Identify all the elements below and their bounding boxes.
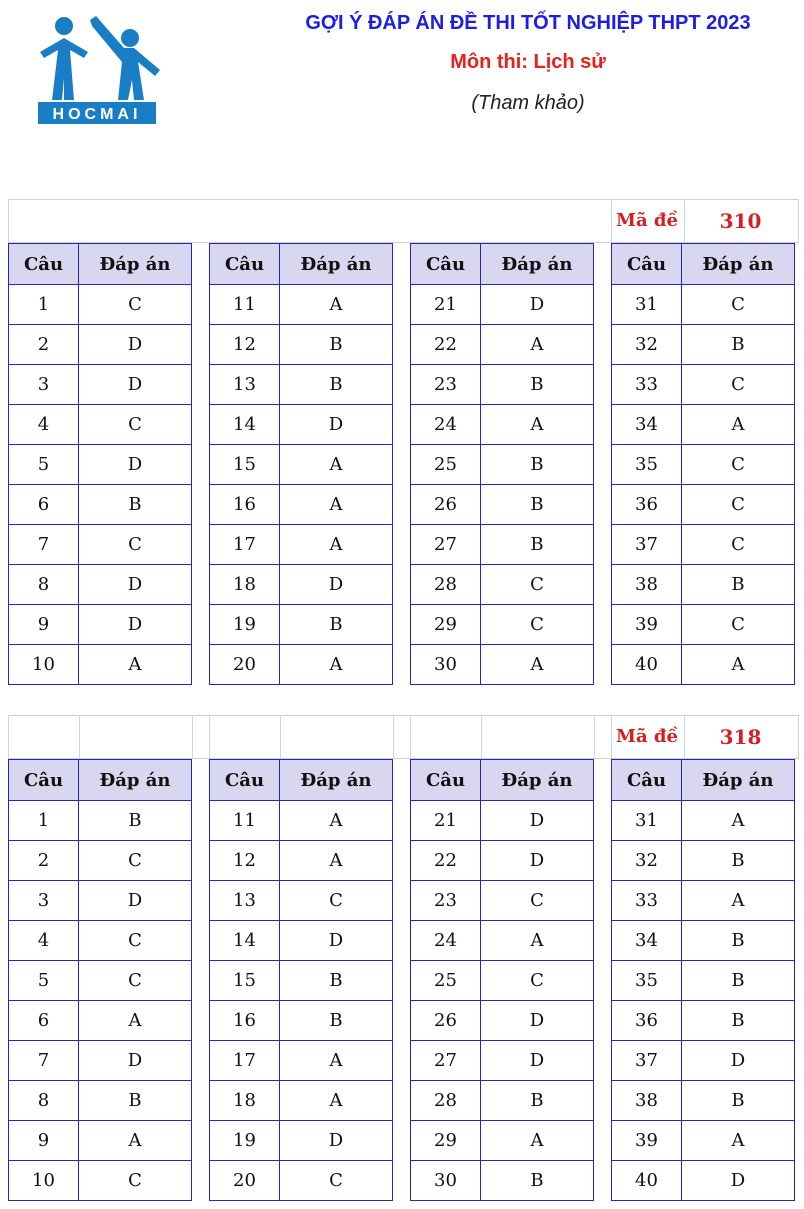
answer-column-header: Đáp án xyxy=(280,760,393,801)
question-number: 27 xyxy=(411,1041,481,1081)
question-number: 31 xyxy=(612,801,682,841)
table-row xyxy=(612,1121,795,1161)
question-column-header: Câu xyxy=(411,760,481,801)
question-number: 40 xyxy=(612,1161,682,1201)
table-row xyxy=(411,1121,594,1161)
table-row xyxy=(9,881,192,921)
question-number: 4 xyxy=(9,405,79,445)
test-code-value: 318 xyxy=(719,725,762,749)
question-number: 26 xyxy=(411,1001,481,1041)
answer-choice: B xyxy=(682,1081,795,1121)
table-row xyxy=(411,961,594,1001)
answer-column-header: Đáp án xyxy=(481,244,594,285)
answer-choice: B xyxy=(280,1001,393,1041)
question-number: 11 xyxy=(210,285,280,325)
answer-choice: B xyxy=(481,365,594,405)
question-number: 3 xyxy=(9,881,79,921)
answer-choice: A xyxy=(280,1081,393,1121)
table-row xyxy=(9,1121,192,1161)
answer-choice: D xyxy=(682,1161,795,1201)
table-row xyxy=(411,365,594,405)
answer-choice: D xyxy=(79,565,192,605)
answer-table xyxy=(611,759,795,1201)
table-row xyxy=(9,1001,192,1041)
table-row xyxy=(411,881,594,921)
table-row xyxy=(210,525,393,565)
subject-subtitle: Môn thi: Lịch sử xyxy=(450,51,606,73)
table-row xyxy=(612,1001,795,1041)
test-code-label: Mã đề xyxy=(616,210,678,231)
answer-choice: B xyxy=(79,485,192,525)
answer-choice: C xyxy=(79,961,192,1001)
answer-choice: B xyxy=(280,961,393,1001)
question-number: 8 xyxy=(9,1081,79,1121)
table-row xyxy=(612,285,795,325)
question-number: 37 xyxy=(612,525,682,565)
table-header-row xyxy=(9,760,192,801)
answer-choice: B xyxy=(682,565,795,605)
answer-choice: B xyxy=(280,365,393,405)
answer-choice: D xyxy=(79,325,192,365)
table-header-row xyxy=(612,244,795,285)
answer-choice: A xyxy=(682,801,795,841)
question-number: 17 xyxy=(210,1041,280,1081)
answer-column-header: Đáp án xyxy=(682,244,795,285)
answer-table xyxy=(209,759,393,1201)
table-row xyxy=(9,1041,192,1081)
table-row xyxy=(612,565,795,605)
question-number: 22 xyxy=(411,325,481,365)
table-row xyxy=(411,1161,594,1201)
table-row xyxy=(411,645,594,685)
table-row xyxy=(612,881,795,921)
answer-block-318 xyxy=(8,715,799,1203)
answer-choice: D xyxy=(79,605,192,645)
answer-choice: D xyxy=(481,1001,594,1041)
question-number: 16 xyxy=(210,485,280,525)
table-row xyxy=(411,525,594,565)
table-row xyxy=(411,405,594,445)
table-row xyxy=(9,525,192,565)
table-row xyxy=(9,605,192,645)
answer-choice: A xyxy=(682,405,795,445)
question-number: 23 xyxy=(411,365,481,405)
answer-choice: A xyxy=(280,285,393,325)
question-number: 12 xyxy=(210,325,280,365)
table-row xyxy=(411,285,594,325)
answer-choice: C xyxy=(682,445,795,485)
question-number: 31 xyxy=(612,285,682,325)
test-code-row xyxy=(8,199,799,243)
table-header-row xyxy=(210,760,393,801)
question-number: 36 xyxy=(612,1001,682,1041)
answer-column-header: Đáp án xyxy=(682,760,795,801)
question-number: 24 xyxy=(411,405,481,445)
table-row xyxy=(210,405,393,445)
question-number: 20 xyxy=(210,1161,280,1201)
question-number: 14 xyxy=(210,405,280,445)
answer-choice: D xyxy=(280,921,393,961)
question-number: 39 xyxy=(612,605,682,645)
answer-choice: B xyxy=(280,605,393,645)
answer-choice: A xyxy=(682,645,795,685)
table-row xyxy=(411,801,594,841)
question-number: 19 xyxy=(210,1121,280,1161)
answer-choice: C xyxy=(79,525,192,565)
table-header-row xyxy=(210,244,393,285)
table-row xyxy=(612,485,795,525)
table-row xyxy=(9,365,192,405)
answer-choice: B xyxy=(79,1081,192,1121)
answer-choice: A xyxy=(481,1121,594,1161)
question-number: 29 xyxy=(411,1121,481,1161)
table-row xyxy=(210,1041,393,1081)
table-row xyxy=(411,841,594,881)
question-number: 23 xyxy=(411,881,481,921)
test-code-value: 310 xyxy=(719,209,762,233)
answer-choice: D xyxy=(79,445,192,485)
table-row xyxy=(210,1001,393,1041)
question-number: 16 xyxy=(210,1001,280,1041)
table-row xyxy=(210,1081,393,1121)
table-row xyxy=(210,445,393,485)
table-row xyxy=(210,921,393,961)
table-row xyxy=(9,285,192,325)
table-row xyxy=(9,445,192,485)
table-row xyxy=(210,801,393,841)
table-row xyxy=(210,961,393,1001)
question-number: 33 xyxy=(612,365,682,405)
table-row xyxy=(612,841,795,881)
answer-choice: A xyxy=(682,1121,795,1161)
answer-choice: A xyxy=(79,1001,192,1041)
answer-choice: A xyxy=(481,325,594,365)
table-row xyxy=(612,1081,795,1121)
question-number: 15 xyxy=(210,961,280,1001)
table-row xyxy=(9,325,192,365)
answer-choice: C xyxy=(682,485,795,525)
question-number: 6 xyxy=(9,485,79,525)
table-row xyxy=(210,1161,393,1201)
table-row xyxy=(9,961,192,1001)
question-column-header: Câu xyxy=(9,760,79,801)
question-column-header: Câu xyxy=(612,244,682,285)
answer-choice: C xyxy=(682,605,795,645)
question-number: 1 xyxy=(9,801,79,841)
answer-table xyxy=(8,243,192,685)
answer-choice: A xyxy=(280,445,393,485)
table-row xyxy=(9,1161,192,1201)
test-code-row xyxy=(8,715,799,759)
question-number: 7 xyxy=(9,525,79,565)
answer-choice: B xyxy=(481,445,594,485)
question-number: 2 xyxy=(9,325,79,365)
table-row xyxy=(411,565,594,605)
answer-choice: D xyxy=(79,1041,192,1081)
answer-choice: C xyxy=(79,405,192,445)
table-row xyxy=(210,841,393,881)
question-number: 38 xyxy=(612,1081,682,1121)
answer-choice: C xyxy=(79,841,192,881)
answer-choice: A xyxy=(481,405,594,445)
question-number: 36 xyxy=(612,485,682,525)
question-number: 13 xyxy=(210,365,280,405)
table-row xyxy=(612,445,795,485)
question-number: 14 xyxy=(210,921,280,961)
table-row xyxy=(612,961,795,1001)
question-number: 21 xyxy=(411,801,481,841)
answer-grid xyxy=(8,759,799,1203)
table-row xyxy=(612,645,795,685)
answer-grid xyxy=(8,243,799,687)
table-row xyxy=(612,1041,795,1081)
table-row xyxy=(612,1161,795,1201)
answer-choice: B xyxy=(682,921,795,961)
table-row xyxy=(210,605,393,645)
hocmai-logo-graphic xyxy=(34,8,164,128)
question-number: 21 xyxy=(411,285,481,325)
question-number: 6 xyxy=(9,1001,79,1041)
question-number: 24 xyxy=(411,921,481,961)
table-row xyxy=(612,405,795,445)
answer-column-header: Đáp án xyxy=(280,244,393,285)
answer-table xyxy=(410,243,594,685)
table-row xyxy=(210,285,393,325)
table-row xyxy=(9,645,192,685)
table-row xyxy=(9,1081,192,1121)
question-number: 25 xyxy=(411,961,481,1001)
question-number: 34 xyxy=(612,921,682,961)
answer-choice: A xyxy=(280,801,393,841)
answer-choice: A xyxy=(481,645,594,685)
answer-choice: C xyxy=(79,285,192,325)
table-row xyxy=(612,365,795,405)
question-column-header: Câu xyxy=(9,244,79,285)
hocmai-logo xyxy=(34,8,164,128)
answer-table xyxy=(209,243,393,685)
question-number: 11 xyxy=(210,801,280,841)
table-row xyxy=(210,881,393,921)
answer-choice: A xyxy=(280,525,393,565)
test-code-label: Mã đề xyxy=(616,726,678,747)
question-number: 34 xyxy=(612,405,682,445)
answer-column-header: Đáp án xyxy=(481,760,594,801)
answer-choice: C xyxy=(481,961,594,1001)
table-row xyxy=(411,921,594,961)
question-number: 18 xyxy=(210,1081,280,1121)
table-row xyxy=(210,1121,393,1161)
answer-choice: B xyxy=(481,1161,594,1201)
answer-choice: B xyxy=(481,1081,594,1121)
question-column-header: Câu xyxy=(210,760,280,801)
answer-choice: B xyxy=(79,801,192,841)
answer-table xyxy=(611,243,795,685)
table-row xyxy=(210,365,393,405)
table-header-row xyxy=(612,760,795,801)
table-row xyxy=(210,565,393,605)
question-number: 38 xyxy=(612,565,682,605)
answer-choice: C xyxy=(280,1161,393,1201)
answer-choice: C xyxy=(682,285,795,325)
answer-choice: D xyxy=(481,801,594,841)
question-column-header: Câu xyxy=(210,244,280,285)
question-number: 5 xyxy=(9,961,79,1001)
table-row xyxy=(210,485,393,525)
answer-choice: B xyxy=(481,525,594,565)
answer-block-310 xyxy=(8,199,799,687)
answer-choice: D xyxy=(280,1121,393,1161)
reference-note: (Tham khảo) xyxy=(471,92,585,114)
question-column-header: Câu xyxy=(411,244,481,285)
table-header-row xyxy=(9,244,192,285)
question-number: 5 xyxy=(9,445,79,485)
answer-choice: A xyxy=(280,841,393,881)
table-row xyxy=(9,841,192,881)
answer-choice: A xyxy=(481,921,594,961)
answer-choice: C xyxy=(79,921,192,961)
question-number: 20 xyxy=(210,645,280,685)
question-number: 13 xyxy=(210,881,280,921)
answer-choice: D xyxy=(682,1041,795,1081)
question-number: 12 xyxy=(210,841,280,881)
answer-column-header: Đáp án xyxy=(79,244,192,285)
question-number: 25 xyxy=(411,445,481,485)
table-row xyxy=(9,801,192,841)
table-row xyxy=(612,325,795,365)
answer-choice: B xyxy=(682,961,795,1001)
answer-choice: A xyxy=(79,645,192,685)
table-row xyxy=(411,1041,594,1081)
answer-choice: B xyxy=(682,325,795,365)
table-row xyxy=(612,921,795,961)
table-row xyxy=(210,645,393,685)
question-number: 15 xyxy=(210,445,280,485)
table-header-row xyxy=(411,244,594,285)
answer-choice: A xyxy=(682,881,795,921)
question-number: 4 xyxy=(9,921,79,961)
question-number: 28 xyxy=(411,565,481,605)
answer-choice: A xyxy=(280,645,393,685)
table-header-row xyxy=(411,760,594,801)
answer-choice: B xyxy=(280,325,393,365)
question-number: 30 xyxy=(411,1161,481,1201)
table-row xyxy=(411,1081,594,1121)
answer-choice: D xyxy=(481,285,594,325)
table-row xyxy=(411,605,594,645)
answer-column-header: Đáp án xyxy=(79,760,192,801)
question-number: 10 xyxy=(9,645,79,685)
answer-choice: D xyxy=(481,1041,594,1081)
question-number: 8 xyxy=(9,565,79,605)
answer-choice: A xyxy=(280,485,393,525)
question-number: 9 xyxy=(9,1121,79,1161)
answer-choice: C xyxy=(481,881,594,921)
answer-choice: C xyxy=(481,565,594,605)
answer-choice: A xyxy=(280,1041,393,1081)
question-number: 28 xyxy=(411,1081,481,1121)
question-number: 22 xyxy=(411,841,481,881)
question-number: 9 xyxy=(9,605,79,645)
table-row xyxy=(411,445,594,485)
question-number: 30 xyxy=(411,645,481,685)
question-number: 7 xyxy=(9,1041,79,1081)
table-row xyxy=(9,485,192,525)
table-row xyxy=(9,405,192,445)
answer-choice: D xyxy=(79,365,192,405)
question-number: 18 xyxy=(210,565,280,605)
logo-wordmark: HOCMAI xyxy=(52,106,142,123)
question-number: 1 xyxy=(9,285,79,325)
answer-choice: B xyxy=(682,1001,795,1041)
table-row xyxy=(612,605,795,645)
document-title: GỢI Ý ĐÁP ÁN ĐỀ THI TỐT NGHIỆP THPT 2023 xyxy=(305,12,751,34)
answer-choice: D xyxy=(481,841,594,881)
question-number: 37 xyxy=(612,1041,682,1081)
table-row xyxy=(612,525,795,565)
question-number: 32 xyxy=(612,325,682,365)
table-row xyxy=(9,921,192,961)
question-number: 29 xyxy=(411,605,481,645)
question-number: 2 xyxy=(9,841,79,881)
question-number: 39 xyxy=(612,1121,682,1161)
table-row xyxy=(612,801,795,841)
answer-choice: C xyxy=(280,881,393,921)
answer-table xyxy=(410,759,594,1201)
table-row xyxy=(210,325,393,365)
answer-choice: B xyxy=(682,841,795,881)
table-row xyxy=(411,325,594,365)
question-number: 35 xyxy=(612,445,682,485)
question-number: 32 xyxy=(612,841,682,881)
answer-choice: D xyxy=(280,565,393,605)
question-number: 17 xyxy=(210,525,280,565)
answer-choice: A xyxy=(79,1121,192,1161)
question-number: 26 xyxy=(411,485,481,525)
answer-table xyxy=(8,759,192,1201)
question-number: 40 xyxy=(612,645,682,685)
question-number: 33 xyxy=(612,881,682,921)
question-number: 19 xyxy=(210,605,280,645)
question-column-header: Câu xyxy=(612,760,682,801)
question-number: 27 xyxy=(411,525,481,565)
answer-choice: C xyxy=(481,605,594,645)
table-row xyxy=(9,565,192,605)
table-row xyxy=(411,485,594,525)
table-row xyxy=(411,1001,594,1041)
answer-choice: B xyxy=(481,485,594,525)
answer-choice: C xyxy=(682,365,795,405)
question-number: 10 xyxy=(9,1161,79,1201)
answer-choice: D xyxy=(79,881,192,921)
question-number: 3 xyxy=(9,365,79,405)
answer-choice: C xyxy=(682,525,795,565)
question-number: 35 xyxy=(612,961,682,1001)
answer-choice: D xyxy=(280,405,393,445)
answer-choice: C xyxy=(79,1161,192,1201)
